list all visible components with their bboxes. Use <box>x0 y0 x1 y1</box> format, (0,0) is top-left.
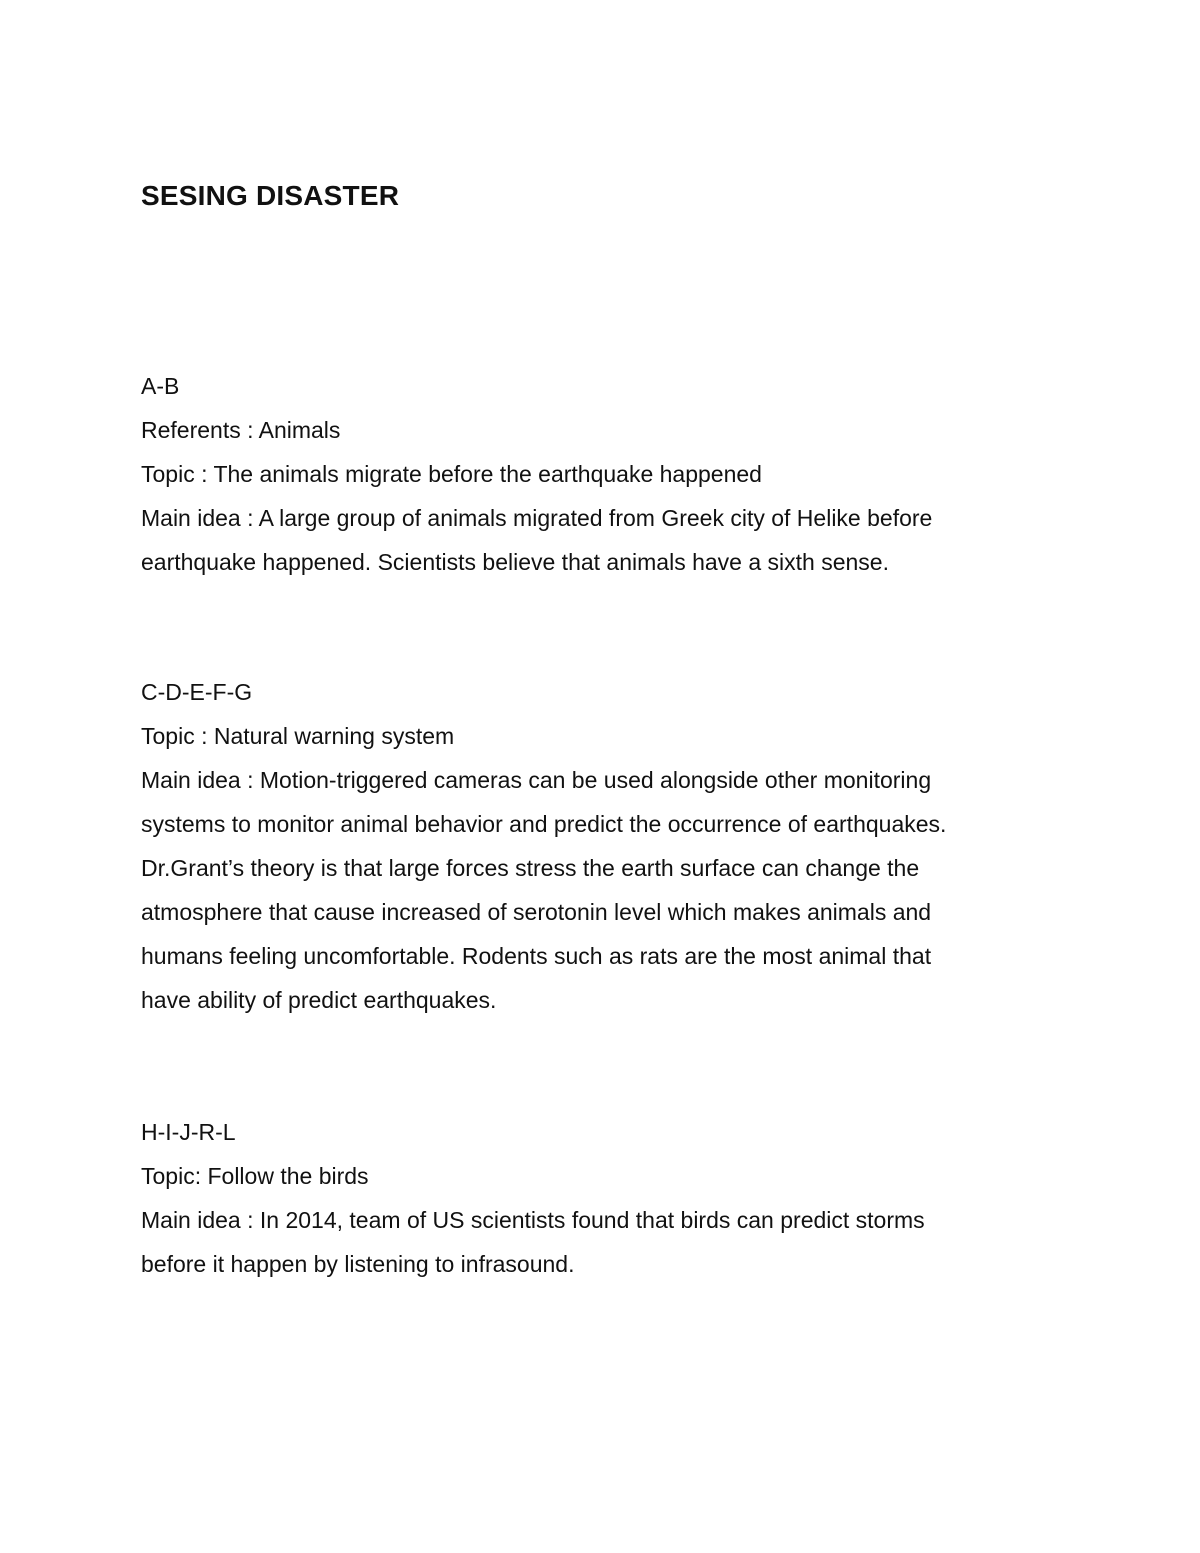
section-main-idea-line: before it happen by listening to infrasound. <box>141 1251 575 1277</box>
section-h-i-j-r-l <box>141 1110 1071 1286</box>
section-main-idea-line: Dr.Grant’s theory is that large forces stress the earth surface can change the <box>141 855 920 881</box>
section-main-idea-line: systems to monitor animal behavior and predict the occurrence of earthquakes. <box>141 811 947 837</box>
section-referents: Referents : Animals <box>141 417 341 443</box>
section-topic: Topic: Follow the birds <box>141 1163 369 1189</box>
section-c-d-e-f-g <box>141 670 1071 1022</box>
section-main-idea-line: atmosphere that cause increased of serotonin level which makes animals and <box>141 899 932 925</box>
section-main-idea-line: earthquake happened. Scientists believe that animals have a sixth sense. <box>141 549 889 575</box>
section-topic: Topic : The animals migrate before the earthquake happened <box>141 461 762 487</box>
section-topic: Topic : Natural warning system <box>141 723 455 749</box>
section-main-idea-line: have ability of predict earthquakes. <box>141 987 497 1013</box>
section-heading: A-B <box>141 373 180 399</box>
section-a-b <box>141 364 1071 584</box>
document-title: SESING DISASTER <box>141 180 400 211</box>
section-heading: H-I-J-R-L <box>141 1119 236 1145</box>
section-main-idea-line: Main idea : A large group of animals migrated from Greek city of Helike before <box>141 505 933 531</box>
section-main-idea-line: Main idea : Motion-triggered cameras can be used alongside other monitoring <box>141 767 932 793</box>
section-heading: C-D-E-F-G <box>141 679 253 705</box>
section-main-idea-line: Main idea : In 2014, team of US scientists found that birds can predict storms <box>141 1207 925 1233</box>
section-main-idea-line: humans feeling uncomfortable. Rodents such as rats are the most animal that <box>141 943 932 969</box>
